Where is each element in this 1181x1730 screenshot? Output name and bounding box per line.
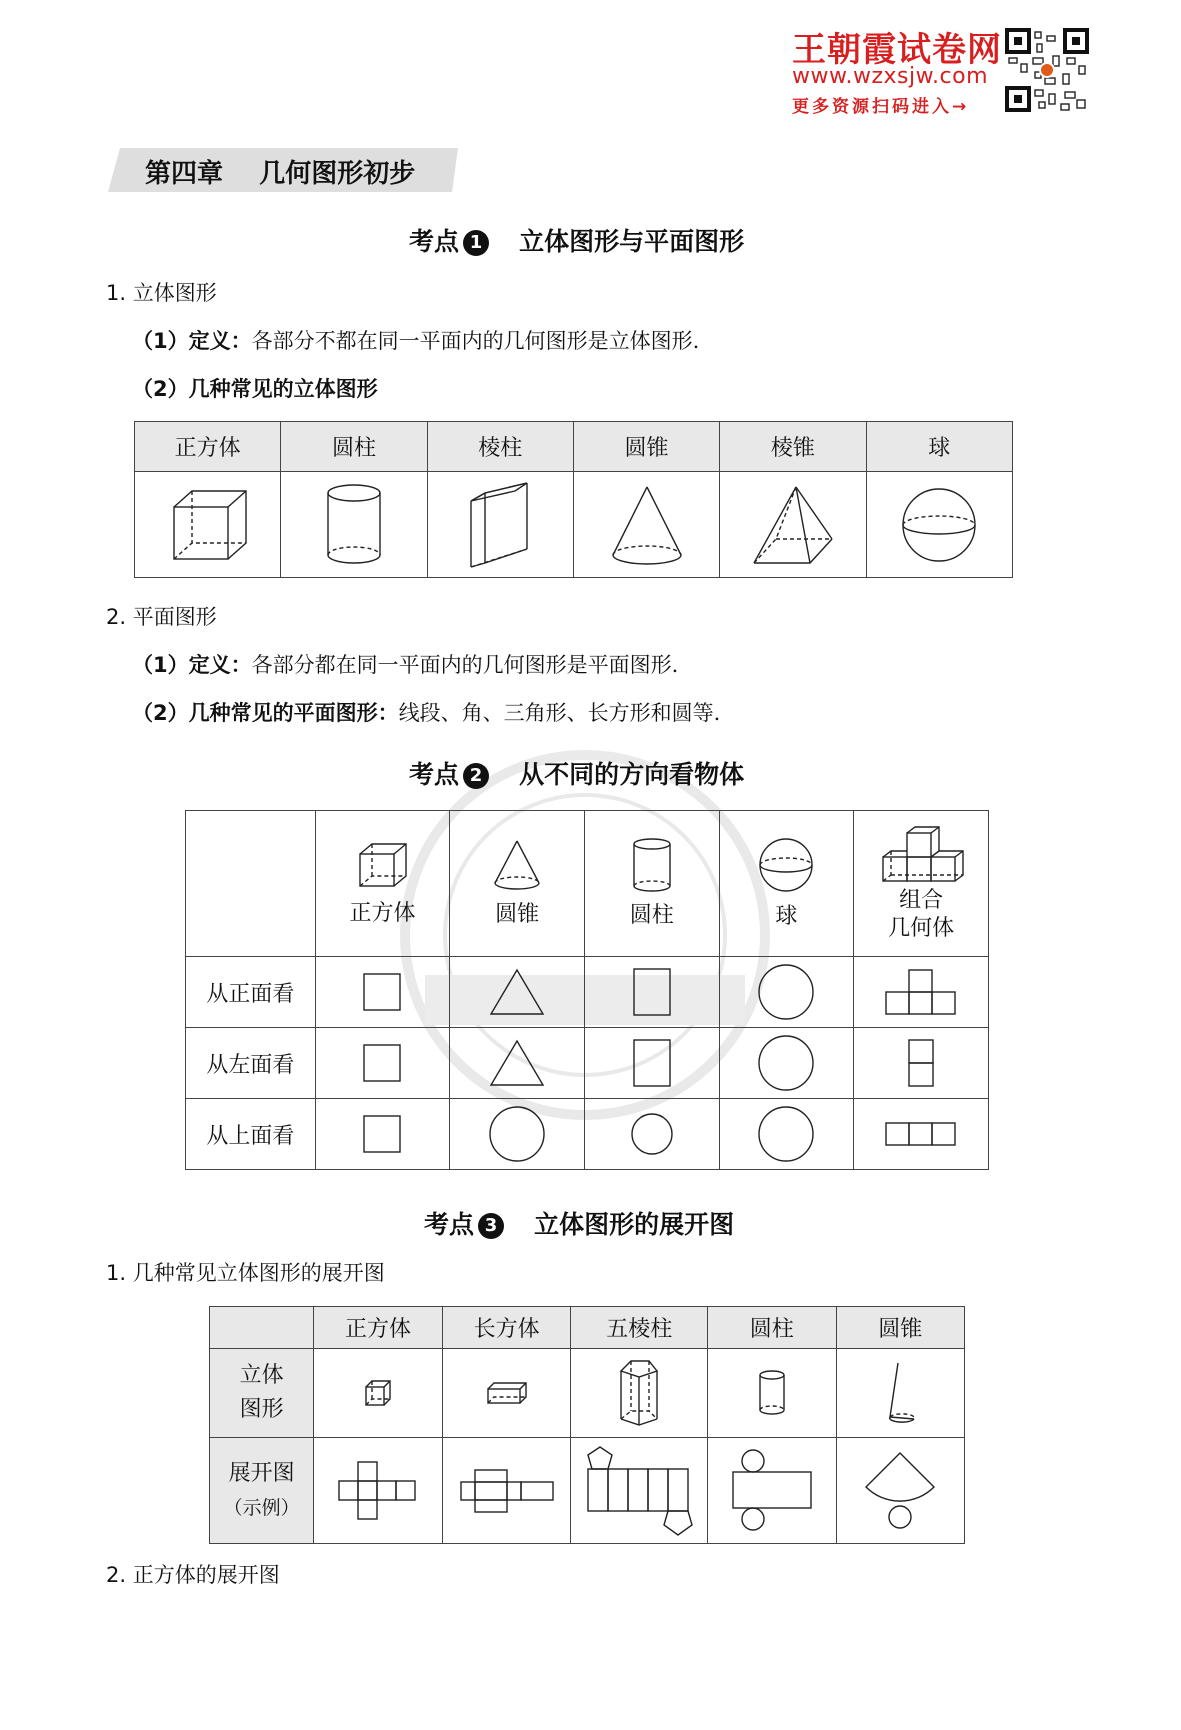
kaodian-prefix: 考点 bbox=[409, 760, 460, 789]
kaodian-number-badge: 1 bbox=[463, 230, 489, 256]
square-view-icon bbox=[362, 972, 402, 1012]
col-label: 圆锥 bbox=[495, 902, 540, 927]
row-label-line1: 展开图 bbox=[228, 1460, 295, 1486]
common-shapes-paragraph bbox=[132, 697, 720, 727]
definition-paragraph bbox=[132, 649, 678, 679]
common-shapes-label: （2）几种常见的平面图形： bbox=[132, 701, 399, 725]
combo-front-view-icon bbox=[884, 968, 958, 1016]
empty-corner-cell bbox=[186, 811, 316, 957]
kaodian-1-heading bbox=[409, 222, 744, 258]
kaodian-title: 立体图形的展开图 bbox=[508, 1210, 735, 1239]
cube-net-icon bbox=[337, 1460, 419, 1522]
site-logo-title[interactable]: 王朝霞试卷网 bbox=[792, 30, 1002, 70]
row-label: 从左面看 bbox=[186, 1028, 316, 1099]
col-label bbox=[854, 887, 988, 943]
cube-icon bbox=[356, 840, 408, 890]
empty-corner-cell bbox=[210, 1307, 314, 1349]
table-header-cell: 圆柱 bbox=[708, 1307, 836, 1349]
table-header-cell: 圆柱 bbox=[281, 422, 427, 472]
row-label: 从上面看 bbox=[186, 1099, 316, 1170]
circle-view-icon bbox=[758, 1106, 814, 1162]
cone-icon bbox=[607, 483, 687, 567]
kaodian-2-heading bbox=[409, 755, 744, 791]
sphere-icon bbox=[899, 485, 979, 565]
kaodian-prefix: 考点 bbox=[409, 227, 460, 256]
col-header-cylinder bbox=[584, 811, 719, 957]
cylinder-net-icon bbox=[731, 1449, 813, 1533]
qr-code-icon[interactable] bbox=[1005, 28, 1089, 112]
kaodian-prefix: 考点 bbox=[424, 1210, 475, 1239]
kaodian-3-heading bbox=[424, 1205, 734, 1241]
combo-label-line1: 组合 bbox=[899, 887, 944, 913]
table-header-cell: 球 bbox=[866, 422, 1012, 472]
views-table bbox=[185, 810, 989, 1170]
cylinder-icon bbox=[319, 483, 389, 567]
circle-view-icon bbox=[630, 1112, 674, 1156]
site-slogan: 更多资源扫码进入→ bbox=[792, 97, 970, 117]
kaodian-number-badge: 3 bbox=[478, 1213, 504, 1239]
small-cylinder-icon bbox=[757, 1370, 787, 1416]
col-header-combo bbox=[854, 811, 989, 957]
cone-icon bbox=[491, 839, 543, 891]
site-url[interactable]: www.wzxsjw.com bbox=[792, 64, 989, 89]
rectangle-view-icon bbox=[632, 967, 672, 1017]
triangle-view-icon bbox=[489, 1039, 545, 1087]
definition-label: （1）定义： bbox=[132, 653, 252, 677]
table-header-cell: 五棱柱 bbox=[571, 1307, 708, 1349]
combo-left-view-icon bbox=[907, 1038, 935, 1088]
table-header-cell: 棱锥 bbox=[720, 422, 866, 472]
solid-figures-table bbox=[134, 421, 1013, 578]
col-label: 圆柱 bbox=[629, 903, 674, 928]
col-header-cone bbox=[450, 811, 585, 957]
section-heading: 1. 立体图形 bbox=[106, 281, 217, 305]
row-label-line1: 立体 bbox=[239, 1363, 284, 1388]
section-heading: 2. 正方体的展开图 bbox=[106, 1563, 280, 1587]
triangle-view-icon bbox=[489, 968, 545, 1016]
table-header-cell: 正方体 bbox=[135, 422, 281, 472]
square-view-icon bbox=[362, 1043, 402, 1083]
definition-paragraph bbox=[132, 325, 699, 355]
kaodian-title: 从不同的方向看物体 bbox=[493, 760, 745, 789]
square-view-icon bbox=[362, 1114, 402, 1154]
combined-solid-icon bbox=[879, 825, 963, 887]
cylinder-icon bbox=[630, 838, 674, 894]
nets-table bbox=[209, 1306, 965, 1544]
row-label: 从正面看 bbox=[186, 957, 316, 1028]
table-header-cell: 棱柱 bbox=[427, 422, 573, 472]
table-header-cell: 长方体 bbox=[442, 1307, 571, 1349]
cuboid-icon bbox=[486, 1381, 528, 1405]
cube-icon bbox=[168, 485, 248, 565]
pentagonal-prism-icon bbox=[617, 1357, 661, 1429]
small-cone-icon bbox=[878, 1361, 922, 1425]
combo-label-line2: 几何体 bbox=[888, 915, 955, 941]
chapter-title: 第四章 几何图形初步 bbox=[145, 159, 416, 189]
definition-text: 各部分不都在同一平面内的几何图形是立体图形. bbox=[251, 329, 700, 353]
row-label bbox=[210, 1349, 314, 1438]
section-heading: 1. 几种常见立体图形的展开图 bbox=[106, 1261, 385, 1285]
circle-view-icon bbox=[758, 964, 814, 1020]
cuboid-net-icon bbox=[459, 1468, 555, 1514]
definition-text: 各部分都在同一平面内的几何图形是平面图形. bbox=[251, 653, 679, 677]
table-header-cell: 圆锥 bbox=[573, 422, 719, 472]
col-header-sphere bbox=[719, 811, 854, 957]
circle-view-icon bbox=[758, 1035, 814, 1091]
sphere-icon bbox=[758, 837, 814, 893]
kaodian-title: 立体图形与平面图形 bbox=[493, 227, 745, 256]
kaodian-number-badge: 2 bbox=[463, 763, 489, 789]
cone-net-icon bbox=[862, 1451, 938, 1531]
row-label-line2: （示例） bbox=[223, 1496, 300, 1519]
prism-icon bbox=[465, 479, 535, 571]
subsection-label: （2）几种常见的立体图形 bbox=[132, 377, 378, 401]
col-label: 正方体 bbox=[349, 901, 416, 926]
col-header-cube bbox=[315, 811, 450, 957]
rectangle-view-icon bbox=[632, 1038, 672, 1088]
row-label bbox=[210, 1438, 314, 1544]
section-heading: 2. 平面图形 bbox=[106, 605, 217, 629]
table-header-cell: 正方体 bbox=[314, 1307, 442, 1349]
circle-view-icon bbox=[489, 1106, 545, 1162]
common-shapes-text: 线段、角、三角形、长方形和圆等. bbox=[398, 701, 721, 725]
table-header-cell: 圆锥 bbox=[836, 1307, 964, 1349]
definition-label: （1）定义： bbox=[132, 329, 252, 353]
small-cube-icon bbox=[364, 1379, 392, 1407]
subsection-heading bbox=[132, 373, 378, 403]
row-label-line2: 图形 bbox=[239, 1397, 284, 1422]
combo-top-view-icon bbox=[884, 1121, 958, 1147]
pentagonal-prism-net-icon bbox=[586, 1445, 692, 1537]
pyramid-icon bbox=[748, 483, 838, 567]
col-label: 球 bbox=[775, 904, 798, 929]
